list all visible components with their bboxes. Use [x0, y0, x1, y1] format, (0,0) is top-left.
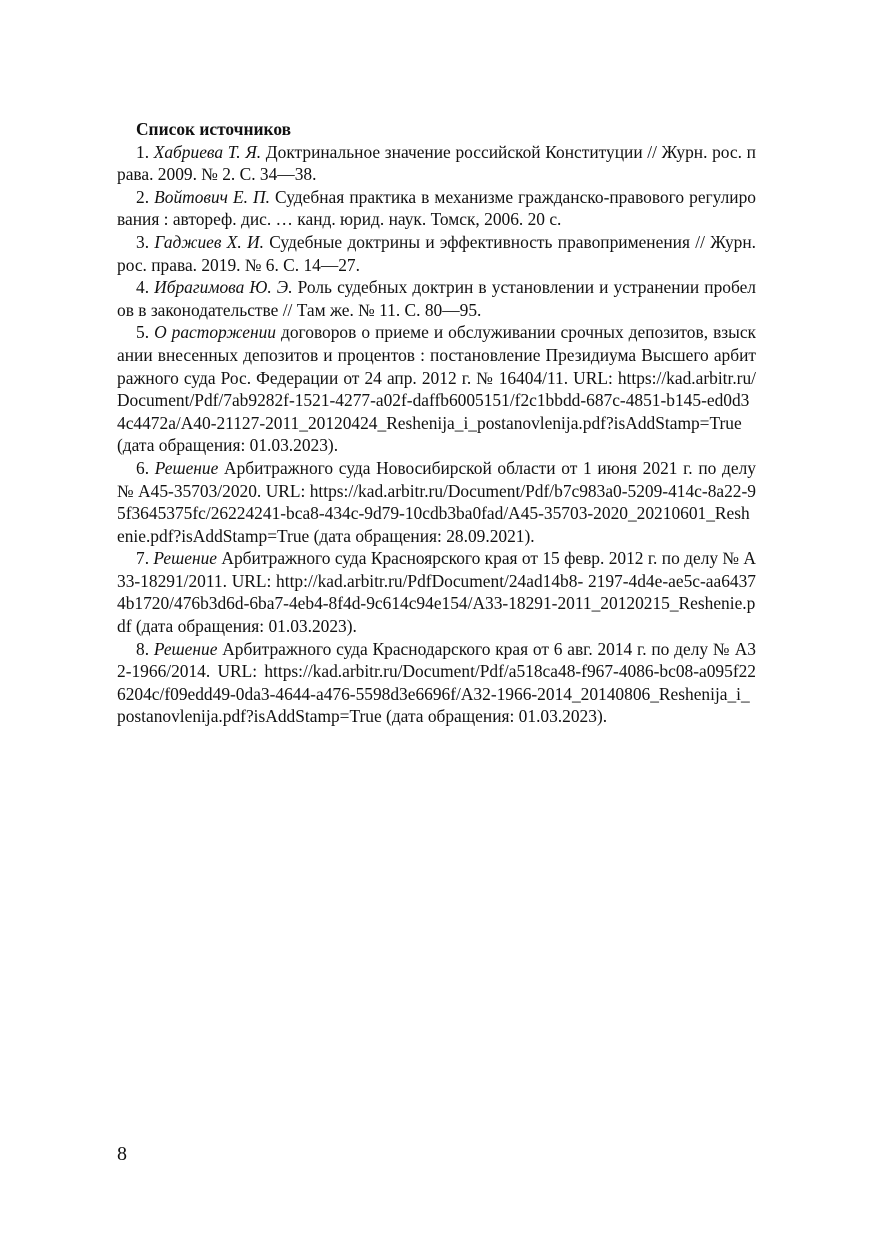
- reference-item-1: [117, 141, 756, 186]
- page-number: 8: [117, 1143, 127, 1165]
- reference-number: 8.: [136, 638, 150, 659]
- reference-item-4: [117, 276, 756, 321]
- reference-text: Арбитражного суда Краснодарского края от 6 авг. 2014 г. по делу № А32-1966/2014. URL: https://kad.arbitr.ru/Document/Pdf/a518ca48-f967-4086-bc08-a095f226204c/f09edd49-0da3-4644-a476-5598d3e6696f/A32-1966-2014_20140806_Reshenija_i_postanovlenija.pdf?isAddStamp=True (дата обращения: 01.03.2023).: [117, 638, 756, 727]
- reference-title-lead: Решение: [153, 548, 218, 569]
- reference-item-3: [117, 231, 756, 276]
- reference-number: 7.: [136, 548, 150, 569]
- reference-text: Судебная практика в механизме гражданско-правового регулирования : автореф. дис. … канд. юрид. наук. Томск, 2006. 20 с.: [117, 186, 756, 230]
- reference-text: Доктринальное значение российской Конституции // Журн. рос. права. 2009. № 2. С. 34—38.: [117, 141, 756, 185]
- reference-text: договоров о приеме и обслуживании срочных депозитов, взыскании внесенных депозитов и процентов : постановление Президиума Высшего арбитражного суда Рос. Федерации от 24 апр. 2012 г. № 16404/11. URL: https://kad.arbitr.ru/Document/Pdf/7ab9282f-1521-4277-a02f-daffb6005151/f2c1bbdd-687c-4851-b145-ed0d34c4472a/A40-21127-2011_20120424_Reshenija_i_postanovlenija.pdf?isAddStamp=True (дата обращения: 01.03.2023).: [117, 322, 757, 456]
- reference-item-2: [117, 186, 756, 231]
- references-heading: Список источников: [136, 119, 291, 139]
- reference-item-8: [117, 638, 756, 728]
- reference-item-6: [117, 457, 756, 547]
- reference-author: Гаджиев Х. И.: [154, 231, 264, 252]
- reference-title-lead: Решение: [154, 457, 219, 478]
- reference-author: Хабриева Т. Я.: [153, 141, 262, 162]
- reference-number: 4.: [136, 277, 150, 298]
- reference-number: 2.: [136, 186, 150, 207]
- reference-number: 1.: [136, 141, 150, 162]
- reference-title-lead: Решение: [153, 638, 218, 659]
- reference-title-lead: О расторжении: [154, 322, 276, 343]
- reference-number: 3.: [136, 231, 150, 252]
- reference-number: 5.: [136, 322, 150, 343]
- reference-author: Войтович Е. П.: [154, 186, 270, 207]
- reference-text: Роль судебных доктрин в установлении и устранении пробелов в законодательстве // Там же. № 11. С. 80—95.: [117, 277, 756, 320]
- references-section: [117, 118, 756, 728]
- reference-number: 6.: [136, 457, 150, 478]
- reference-author: Ибрагимова Ю. Э.: [154, 277, 293, 298]
- reference-item-5: [117, 321, 756, 457]
- reference-text: Судебные доктрины и эффективность правоприменения // Журн. рос. права. 2019. № 6. С. 14—27.: [117, 231, 756, 275]
- reference-text: Арбитражного суда Красноярского края от 15 февр. 2012 г. по делу № А33-18291/2011. URL: http://kad.arbitr.ru/PdfDocument/24ad14b8- 2197-4d4e-ae5c-aa64374b1720/476b3d6d-6ba7-4eb4-8f4d-9c614c94e154/A33-18291-2011_20120215_Reshenie.pdf (дата обращения: 01.03.2023).: [117, 548, 756, 637]
- reference-text: Арбитражного суда Новосибирской области от 1 июня 2021 г. по делу № А45-35703/2020. URL: https://kad.arbitr.ru/Document/Pdf/b7c983a0-5209-414c-8a22-95f3645375fc/26224241-bca8-434c-9d79-10cdb3ba0fad/A45-35703-2020_20210601_Reshenie.pdf?isAddStamp=True (дата обращения: 28.09.2021).: [117, 457, 756, 546]
- reference-item-7: [117, 547, 756, 637]
